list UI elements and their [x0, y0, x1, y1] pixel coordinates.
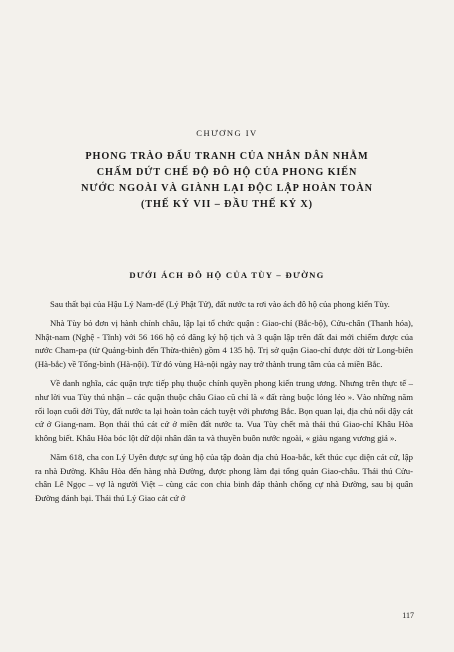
body-text — [35, 298, 413, 511]
paragraph: Năm 618, cha con Lý Uyên được sự ủng hộ của tập đoàn địa chủ Hoa-bắc, kết thúc cục diện cát cứ, lập ra nhà Đường. Khâu Hòa đến hàng nhà Đường, được phong làm đại tổng quản Giao-châu. Thái thú Cửu-chân Lê Ngọc – vợ là người Việt – cùng các con chia binh đáp thành chống cự nhà Đường, sau bị quân Đường đánh bại. Thái thú Lý Giao cát cứ ở — [35, 452, 413, 504]
paragraph: Nhà Tùy bỏ đơn vị hành chính châu, lập lại tổ chức quận : Giao-chỉ (Bắc-bộ), Cửu-chân (Thanh hóa), Nhật-nam (Nghệ - Tĩnh) với 56 166 hộ có đăng ký hộ tịch và 3 quận lập trên đất đai mới chiếm được của nước Cham-pa (từ Quảng-bình đến Thừa-thiên) gồm 4 135 hộ. Trị sở quận Giao-chỉ được dời từ Long-biên (Hà-bắc) về Tống-bình (Hà-nội). Từ đó vùng Hà-nội ngày nay trở thành trung tâm của cả miền Bắc. — [35, 318, 413, 370]
paragraph: Sau thất bại của Hậu Lý Nam-đế (Lý Phật Tử), đất nước ta rơi vào ách đô hộ của phong kiến Tùy. — [50, 299, 390, 309]
paragraph: Về danh nghĩa, các quận trực tiếp phụ thuộc chính quyền phong kiến trung ương. Nhưng trên thực tế – như lời vua Tùy thú nhận – các quận thuộc châu Giao cũ chỉ là « đất ràng buộc lỏng lẻo ». Vào những năm rối loạn cuối đời Tùy, đất nước ta lại hoàn toàn cách tuyệt với phương Bắc. Bọn quan lại, địa chủ nổi dậy cát cứ ở Giang-nam. Bọn thái thú cát cứ ở miền đất nước ta. Vua Tùy chết mà thái thú Giao-chỉ Khâu Hòa không biết. Khâu Hòa bóc lột dữ dội nhân dân ta và thuyền buôn nước ngoài, « giàu ngang vương giả ». — [35, 378, 413, 443]
section-title: DƯỚI ÁCH ĐÔ HỘ CỦA TÙY – ĐƯỜNG — [129, 270, 325, 280]
chapter-title-line: (THẾ KỶ VII – ĐẦU THẾ KỶ X) — [141, 199, 313, 210]
chapter-title-line: NƯỚC NGOÀI VÀ GIÀNH LẠI ĐỘC LẬP HOÀN TOÀN — [81, 183, 373, 194]
chapter-title — [22, 149, 432, 213]
chapter-title-line: PHONG TRÀO ĐẤU TRANH CỦA NHÂN DÂN NHẰM — [85, 151, 369, 162]
chapter-title-line: CHẤM DỨT CHẾ ĐỘ ĐÔ HỘ CỦA PHONG KIẾN — [96, 167, 358, 178]
page-number: 117 — [402, 611, 414, 620]
chapter-label: CHƯƠNG IV — [196, 128, 258, 138]
